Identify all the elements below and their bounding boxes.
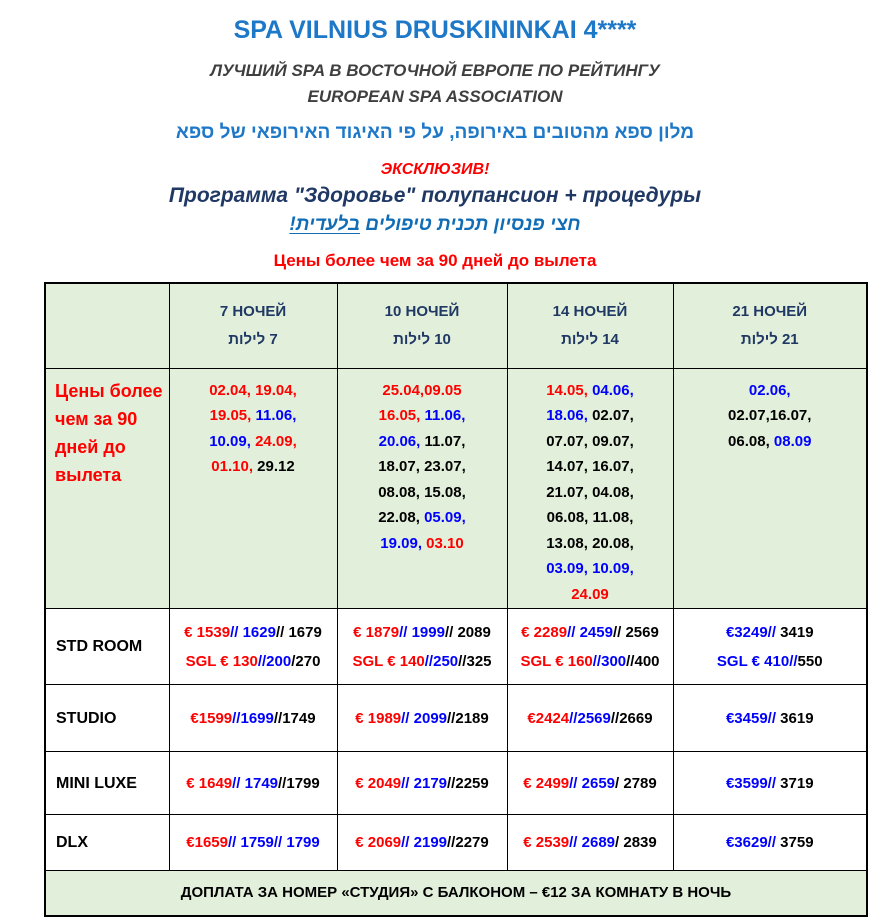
date-line xyxy=(509,582,672,608)
price-line xyxy=(675,618,866,647)
price-cell-studio-3 xyxy=(507,685,673,752)
date-line xyxy=(339,505,506,531)
price-segment: //2259 xyxy=(447,774,489,792)
price-segment: 22.08, xyxy=(378,509,425,526)
price-segment: 20.06, xyxy=(378,432,425,450)
column-header-2 xyxy=(337,283,507,368)
price-segment: 06.08, 11.08, xyxy=(546,509,634,526)
price-segment: SGL € 160 xyxy=(520,652,593,670)
corner-cell xyxy=(45,283,169,368)
price-segment: 02.07,16.07, xyxy=(728,407,812,424)
price-segment: 02.07, xyxy=(592,407,634,424)
price-segment: € 2069 xyxy=(355,834,402,851)
hebrew-program-text: חצי פנסיון תכנית טיפולים xyxy=(365,214,581,235)
price-segment: // 2659 xyxy=(569,774,616,792)
price-segment: // 2199 xyxy=(401,834,448,851)
price-segment: / 2789 xyxy=(615,774,657,792)
price-cell-dlx-2 xyxy=(337,815,507,871)
price-segment: 3419 xyxy=(776,623,814,641)
price-row-studio xyxy=(45,685,867,752)
price-line xyxy=(675,704,866,733)
price-line xyxy=(339,828,506,857)
price-cell-dlx-3 xyxy=(507,815,673,871)
price-segment: 24.09, xyxy=(255,432,297,450)
hebrew-tagline: מלון ספא מהטובים באירופה, על פי האיגוד האירופאי של ספא xyxy=(175,122,695,143)
table-header-row xyxy=(45,283,867,368)
price-row-dlx xyxy=(45,815,867,871)
price-segment: //2569 xyxy=(569,709,611,727)
dates-cell-4 xyxy=(673,368,867,609)
date-line xyxy=(171,403,336,429)
price-line xyxy=(675,828,866,857)
price-segment: //400 xyxy=(626,652,660,670)
dates-row xyxy=(45,368,867,609)
dates-cell-2 xyxy=(337,368,507,609)
price-segment: 3719 xyxy=(776,774,814,792)
price-segment: // 2569 xyxy=(612,623,659,641)
price-segment: //250 xyxy=(424,652,459,670)
date-line xyxy=(509,480,672,506)
date-line xyxy=(509,378,672,404)
date-line xyxy=(339,531,506,557)
price-segment: 550 xyxy=(797,652,823,670)
price-segment: 24.09 xyxy=(571,585,609,603)
column-header-he: 10 לילות xyxy=(393,331,451,349)
price-cell-mini-3 xyxy=(507,752,673,815)
footer-note-row xyxy=(45,871,867,916)
column-header-he: 21 לילות xyxy=(740,331,799,349)
price-table xyxy=(44,282,868,917)
price-line xyxy=(171,647,336,676)
price-line xyxy=(509,769,672,798)
price-segment: // 1999 xyxy=(399,623,445,641)
price-line xyxy=(171,704,336,733)
price-segment: 16.05, xyxy=(378,407,425,424)
price-segment: 01.10, xyxy=(211,458,258,475)
price-segment: 19.09, xyxy=(380,534,427,552)
price-segment: €2424 xyxy=(527,709,570,727)
price-segment: € 1649 xyxy=(186,774,233,792)
price-segment: //325 xyxy=(458,652,492,670)
price-segment: //1749 xyxy=(273,709,316,727)
price-segment: €3249// xyxy=(725,623,776,641)
price-segment: € 1989 xyxy=(355,709,402,727)
price-segment: € 2499 xyxy=(523,774,570,792)
price-segment: 05.09, xyxy=(424,509,466,526)
price-cell-mini-2 xyxy=(337,752,507,815)
dates-row-label: Цены более чем за 90 дней до вылета xyxy=(45,368,169,609)
price-segment: 21.07, 04.08, xyxy=(546,483,634,501)
price-cell-dlx-1 xyxy=(169,815,337,871)
price-cell-std-1 xyxy=(169,609,337,685)
price-segment: //2189 xyxy=(447,709,489,727)
price-segment: // 2089 xyxy=(444,623,491,641)
price-segment: SGL € 410// xyxy=(716,652,798,670)
price-segment: €1599 xyxy=(190,709,233,727)
price-segment: 03.10 xyxy=(426,534,464,552)
price-segment: //2669 xyxy=(610,709,653,727)
date-line xyxy=(339,480,506,506)
price-row-std xyxy=(45,609,867,685)
price-segment: //1799 xyxy=(278,774,320,792)
exclusive-label: ЭКСКЛЮЗИВ! xyxy=(380,161,490,178)
price-segment: €3459// xyxy=(725,709,776,727)
price-segment: 11.06, xyxy=(424,407,466,424)
price-cell-dlx-4 xyxy=(673,815,867,871)
price-line xyxy=(339,618,506,647)
footer-note: ДОПЛАТА ЗА НОМЕР «СТУДИЯ» С БАЛКОНОМ – €12 ЗА КОМНАТУ В НОЧЬ xyxy=(45,871,867,916)
page-title: SPA VILNIUS DRUSKININKAI 4**** xyxy=(233,16,637,44)
price-cell-studio-1 xyxy=(169,685,337,752)
dates-cell-3 xyxy=(507,368,673,609)
date-line xyxy=(339,378,506,404)
price-segment: € 2289 xyxy=(521,623,568,641)
price-segment: // 2179 xyxy=(401,774,448,792)
price-segment: 14.07, 16.07, xyxy=(546,458,634,475)
price-line xyxy=(509,828,672,857)
price-window-note: Цены более чем за 90 дней до вылета xyxy=(273,251,597,270)
price-segment: //200 xyxy=(257,652,292,670)
subtitle-ru: ЛУЧШИЙ SPA В ВОСТОЧНОЙ ЕВРОПЕ ПО РЕЙТИНГУ xyxy=(210,61,660,80)
date-line xyxy=(339,403,506,429)
price-line xyxy=(339,647,506,676)
price-segment: 08.08, 15.08, xyxy=(378,483,466,501)
subtitle-en: EUROPEAN SPA ASSOCIATION xyxy=(307,87,563,106)
column-header-ru: 7 НОЧЕЙ xyxy=(219,303,287,321)
price-cell-std-2 xyxy=(337,609,507,685)
price-cell-std-3 xyxy=(507,609,673,685)
price-segment: € 1539 xyxy=(184,623,231,641)
date-line xyxy=(675,378,866,404)
price-segment: // 2459 xyxy=(567,623,613,641)
price-line xyxy=(675,769,866,798)
price-segment: 25.04,09.05 xyxy=(382,381,462,399)
price-line xyxy=(339,769,506,798)
column-header-3 xyxy=(507,283,673,368)
date-line xyxy=(171,454,336,480)
price-segment: 02.06, xyxy=(748,381,791,399)
price-row-mini xyxy=(45,752,867,815)
price-segment: // 1629 xyxy=(230,623,276,641)
price-cell-studio-2 xyxy=(337,685,507,752)
column-header-1 xyxy=(169,283,337,368)
price-segment: €1659 xyxy=(186,834,228,851)
price-segment: 03.09, 10.09, xyxy=(546,560,634,577)
price-segment: // 1679 xyxy=(275,623,322,641)
date-line xyxy=(171,378,336,404)
price-segment: // 2099 xyxy=(401,709,448,727)
price-line xyxy=(509,704,672,733)
date-line xyxy=(509,531,672,557)
date-line xyxy=(509,454,672,480)
price-segment: 04.06, xyxy=(592,381,634,399)
price-segment: 08.09 xyxy=(773,432,812,450)
column-header-he: 14 לילות xyxy=(561,331,619,349)
room-type-label: STD ROOM xyxy=(45,609,169,685)
price-segment: 07.07, 09.07, xyxy=(546,432,634,450)
hebrew-program-line xyxy=(0,214,870,236)
price-segment: € 2049 xyxy=(355,774,402,792)
price-segment: 13.08, 20.08, xyxy=(546,534,634,552)
price-segment: 18.06, xyxy=(546,407,593,424)
price-segment: / 2839 xyxy=(615,834,657,851)
price-line xyxy=(509,647,672,676)
dates-cell-1 xyxy=(169,368,337,609)
price-segment: 3619 xyxy=(776,709,814,727)
column-header-ru: 10 НОЧЕЙ xyxy=(384,303,460,321)
program-title: Программа "Здоровье" полупансион + процедуры xyxy=(168,184,702,207)
hebrew-program-underlined: בלעדית! xyxy=(289,214,361,235)
price-segment: 29.12 xyxy=(257,458,295,475)
room-type-label: MINI LUXE xyxy=(45,752,169,815)
date-line xyxy=(675,403,866,429)
date-line xyxy=(509,505,672,531)
date-line xyxy=(509,556,672,582)
date-line xyxy=(339,454,506,480)
price-segment: 11.07, xyxy=(424,432,466,450)
price-cell-studio-4 xyxy=(673,685,867,752)
column-header-ru: 14 НОЧЕЙ xyxy=(552,303,628,321)
price-cell-mini-1 xyxy=(169,752,337,815)
room-type-label: STUDIO xyxy=(45,685,169,752)
date-line xyxy=(675,429,866,455)
price-segment: 11.06, xyxy=(255,407,297,424)
price-segment: 19.05, xyxy=(209,407,256,424)
price-line xyxy=(171,618,336,647)
price-segment: SGL € 140 xyxy=(352,652,425,670)
price-segment: 18.07, 23.07, xyxy=(378,458,466,475)
price-segment: €3599// xyxy=(725,774,776,792)
column-header-4 xyxy=(673,283,867,368)
price-line xyxy=(509,618,672,647)
price-line xyxy=(171,828,336,857)
price-segment: //2279 xyxy=(447,834,489,851)
room-type-label: DLX xyxy=(45,815,169,871)
price-cell-mini-4 xyxy=(673,752,867,815)
price-segment: 06.08, xyxy=(728,432,774,450)
column-header-ru: 21 НОЧЕЙ xyxy=(732,303,808,321)
price-segment: SGL € 130 xyxy=(185,652,258,670)
price-segment: 3759 xyxy=(776,834,814,851)
date-line xyxy=(171,429,336,455)
price-segment: € 2539 xyxy=(523,834,570,851)
price-cell-std-4 xyxy=(673,609,867,685)
date-line xyxy=(509,403,672,429)
price-segment: €3629// xyxy=(725,834,776,851)
price-segment: //300 xyxy=(592,652,627,670)
price-segment: € 1879 xyxy=(353,623,400,641)
date-line xyxy=(339,429,506,455)
price-line xyxy=(675,647,866,676)
column-header-he: 7 לילות xyxy=(228,331,278,349)
price-segment: 14.05, xyxy=(546,381,593,399)
price-segment: /270 xyxy=(291,652,321,670)
price-segment: // 2689 xyxy=(569,834,616,851)
date-line xyxy=(509,429,672,455)
price-segment: // 1759// 1799 xyxy=(227,834,320,851)
price-segment: // 1749 xyxy=(232,774,279,792)
price-segment: //1699 xyxy=(232,709,274,727)
price-segment: 10.09, xyxy=(209,432,256,450)
price-line xyxy=(339,704,506,733)
price-line xyxy=(171,769,336,798)
price-segment: 02.04, 19.04, xyxy=(209,381,297,399)
